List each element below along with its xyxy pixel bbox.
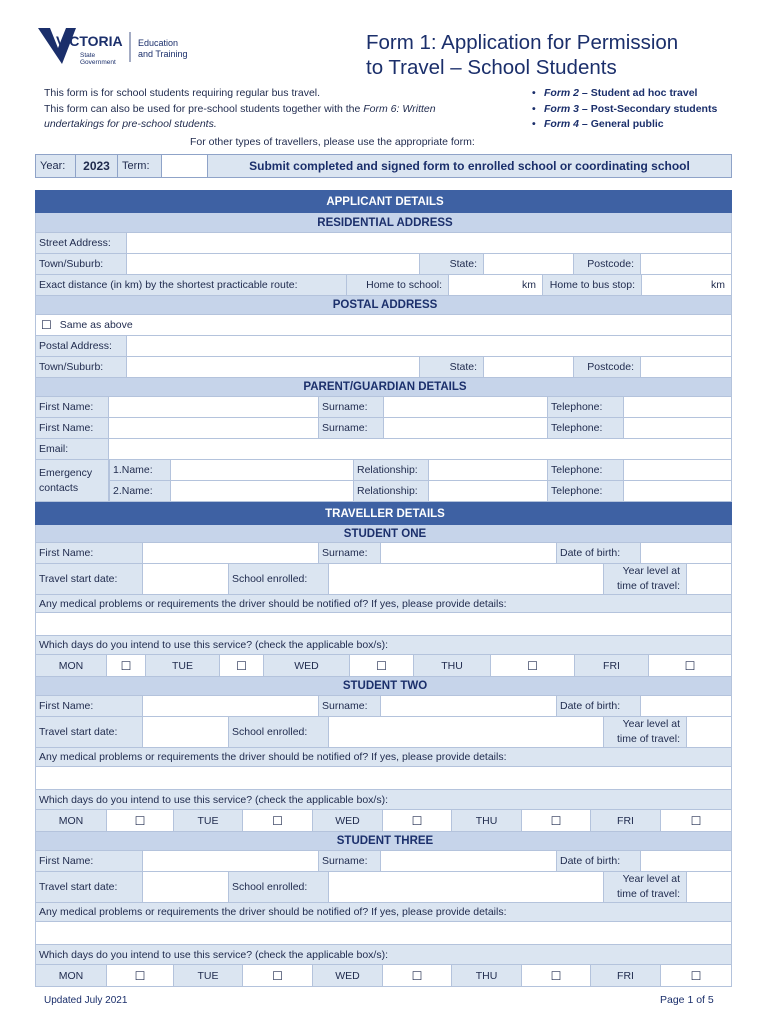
student1-year-level-input[interactable] — [687, 564, 732, 595]
svg-text:VICTORIA: VICTORIA — [56, 33, 123, 49]
parent2-telephone-label: Telephone: — [548, 418, 624, 439]
student1-wed-checkbox[interactable]: ☐ — [350, 655, 414, 677]
student3-medical-input[interactable] — [35, 922, 732, 945]
same-as-above-checkbox[interactable]: ☐ — [41, 318, 52, 332]
email-label: Email: — [35, 439, 109, 460]
home-to-school-input[interactable]: km — [449, 275, 543, 296]
intro-line-3: undertakings for pre-school students. — [44, 118, 217, 130]
student2-year-level-input[interactable] — [687, 717, 732, 748]
student1-school-label: School enrolled: — [229, 564, 329, 595]
intro-line-2: This form can also be used for pre-school students together with the Form 6: Written — [44, 102, 436, 115]
home-to-school-label: Home to school: — [347, 275, 449, 296]
postcode-label: Postcode: — [574, 254, 641, 275]
postal-postcode-input[interactable] — [641, 357, 732, 378]
form-2-item: • Form 2 – Student ad hoc travel — [530, 86, 740, 102]
applicant-details-header: APPLICANT DETAILS — [35, 190, 732, 213]
form-4-item: • Form 4 – General public — [530, 117, 740, 133]
updated-date: Updated July 2021 — [44, 995, 128, 1006]
student3-dob-input[interactable] — [641, 851, 732, 872]
street-address-input[interactable] — [127, 233, 732, 254]
postal-postcode-label: Postcode: — [574, 357, 641, 378]
year-term-bar — [35, 154, 732, 178]
student2-surname-input[interactable] — [381, 696, 557, 717]
parent1-telephone-input[interactable] — [624, 397, 732, 418]
student1-tue-checkbox[interactable]: ☐ — [220, 655, 264, 677]
postcode-input[interactable] — [641, 254, 732, 275]
emergency2-name-label: 2.Name: — [109, 481, 171, 502]
term-label: Term: — [118, 155, 162, 177]
student1-mon-checkbox[interactable]: ☐ — [107, 655, 146, 677]
student3-days-label: Which days do you intend to use this service? (check the applicable box/s): — [35, 945, 732, 965]
parent2-first-name-label: First Name: — [35, 418, 109, 439]
student3-year-level-input[interactable] — [687, 872, 732, 903]
student3-school-input[interactable] — [329, 872, 604, 903]
form-3-item: • Form 3 – Post-Secondary students — [530, 102, 740, 118]
student2-mon-checkbox[interactable]: ☐ — [107, 810, 174, 832]
student2-dob-label: Date of birth: — [557, 696, 641, 717]
emergency2-name-input[interactable] — [171, 481, 354, 502]
student3-surname-input[interactable] — [381, 851, 557, 872]
emergency1-relationship-input[interactable] — [429, 460, 548, 481]
student1-tue-label: TUE — [146, 655, 220, 677]
svg-text:and Training: and Training — [138, 49, 188, 59]
postal-address-label: Postal Address: — [35, 336, 127, 357]
parent-guardian-header: PARENT/GUARDIAN DETAILS — [35, 378, 732, 397]
emergency-contacts-label: Emergency contacts — [35, 460, 109, 502]
term-input[interactable] — [162, 155, 208, 177]
student1-days-label: Which days do you intend to use this service? (check the applicable box/s): — [35, 636, 732, 655]
submit-instruction: Submit completed and signed form to enrolled school or coordinating school — [249, 159, 690, 173]
student2-first-name-label: First Name: — [35, 696, 143, 717]
student1-dob-input[interactable] — [641, 543, 732, 564]
student3-wed-checkbox[interactable]: ☐ — [383, 965, 452, 987]
student3-thu-checkbox[interactable]: ☐ — [522, 965, 591, 987]
student2-thu-checkbox[interactable]: ☐ — [522, 810, 591, 832]
student2-days-label: Which days do you intend to use this service? (check the applicable box/s): — [35, 790, 732, 810]
parent2-surname-label: Surname: — [319, 418, 384, 439]
student-three-header: STUDENT THREE — [35, 832, 732, 851]
student1-year-level-label: Year level at time of travel: — [604, 564, 687, 595]
student-one-header: STUDENT ONE — [35, 525, 732, 543]
student3-surname-label: Surname: — [319, 851, 381, 872]
student2-thu-label: THU — [452, 810, 522, 832]
other-travellers-text: For other types of travellers, please use the appropriate form: — [190, 136, 475, 148]
student3-travel-start-label: Travel start date: — [35, 872, 143, 903]
home-to-bus-stop-label: Home to bus stop: — [543, 275, 642, 296]
student3-mon-label: MON — [35, 965, 107, 987]
svg-text:Education: Education — [138, 38, 179, 48]
parent1-first-name-label: First Name: — [35, 397, 109, 418]
student1-surname-label: Surname: — [319, 543, 381, 564]
student1-first-name-label: First Name: — [35, 543, 143, 564]
parent1-surname-label: Surname: — [319, 397, 384, 418]
home-to-bus-stop-input[interactable]: km — [642, 275, 732, 296]
parent1-surname-input[interactable] — [384, 397, 548, 418]
same-as-above-option[interactable]: ☐ Same as above — [35, 315, 732, 336]
student1-thu-label: THU — [414, 655, 491, 677]
student2-surname-label: Surname: — [319, 696, 381, 717]
student2-school-input[interactable] — [329, 717, 604, 748]
student2-medical-input[interactable] — [35, 767, 732, 790]
student3-wed-label: WED — [313, 965, 383, 987]
year-label: Year: — [36, 155, 76, 177]
student2-fri-checkbox[interactable]: ☐ — [661, 810, 732, 832]
emergency2-telephone-label: Telephone: — [548, 481, 624, 502]
student3-year-level-label: Year level at time of travel: — [604, 872, 687, 903]
intro-text — [44, 86, 524, 133]
form-title — [366, 30, 746, 80]
student1-mon-label: MON — [35, 655, 107, 677]
student3-dob-label: Date of birth: — [557, 851, 641, 872]
student1-travel-start-label: Travel start date: — [35, 564, 143, 595]
svg-text:Government: Government — [80, 59, 116, 66]
svg-text:State: State — [80, 52, 96, 59]
student2-dob-input[interactable] — [641, 696, 732, 717]
student3-travel-start-input[interactable] — [143, 872, 229, 903]
student1-travel-start-input[interactable] — [143, 564, 229, 595]
student1-medical-label: Any medical problems or requirements the driver should be notified of? If yes, please provide details: — [35, 595, 732, 613]
student2-travel-start-input[interactable] — [143, 717, 229, 748]
student3-thu-label: THU — [452, 965, 522, 987]
student3-first-name-label: First Name: — [35, 851, 143, 872]
parent1-first-name-input[interactable] — [109, 397, 319, 418]
student1-surname-input[interactable] — [381, 543, 557, 564]
state-label: State: — [420, 254, 484, 275]
student1-thu-checkbox[interactable]: ☐ — [491, 655, 575, 677]
student1-school-input[interactable] — [329, 564, 604, 595]
student2-tue-checkbox[interactable]: ☐ — [243, 810, 313, 832]
street-address-label: Street Address: — [35, 233, 127, 254]
student1-wed-label: WED — [264, 655, 350, 677]
student3-tue-label: TUE — [174, 965, 243, 987]
student1-medical-input[interactable] — [35, 613, 732, 636]
parent2-first-name-input[interactable] — [109, 418, 319, 439]
student2-first-name-input[interactable] — [143, 696, 319, 717]
state-input[interactable] — [484, 254, 574, 275]
emergency2-telephone-input[interactable] — [624, 481, 732, 502]
postal-town-input[interactable] — [127, 357, 420, 378]
student1-first-name-input[interactable] — [143, 543, 319, 564]
year-value[interactable]: 2023 — [76, 155, 118, 177]
postal-address-header: POSTAL ADDRESS — [35, 296, 732, 315]
student3-tue-checkbox[interactable]: ☐ — [243, 965, 313, 987]
emergency1-name-label: 1.Name: — [109, 460, 171, 481]
victoria-government-logo — [36, 26, 206, 70]
student3-first-name-input[interactable] — [143, 851, 319, 872]
student3-mon-checkbox[interactable]: ☐ — [107, 965, 174, 987]
student-two-header: STUDENT TWO — [35, 677, 732, 696]
postal-state-input[interactable] — [484, 357, 574, 378]
student2-school-label: School enrolled: — [229, 717, 329, 748]
emergency2-relationship-input[interactable] — [429, 481, 548, 502]
email-input[interactable] — [109, 439, 732, 460]
emergency1-name-input[interactable] — [171, 460, 354, 481]
distance-label: Exact distance (in km) by the shortest practicable route: — [35, 275, 347, 296]
student2-medical-label: Any medical problems or requirements the driver should be notified of? If yes, please provide details: — [35, 748, 732, 767]
student1-dob-label: Date of birth: — [557, 543, 641, 564]
town-suburb-label: Town/Suburb: — [35, 254, 127, 275]
emergency1-telephone-input[interactable] — [624, 460, 732, 481]
student2-travel-start-label: Travel start date: — [35, 717, 143, 748]
town-suburb-input[interactable] — [127, 254, 420, 275]
page-number: Page 1 of 5 — [660, 994, 714, 1006]
student2-fri-label: FRI — [591, 810, 661, 832]
residential-address-header: RESIDENTIAL ADDRESS — [35, 213, 732, 233]
emergency2-relationship-label: Relationship: — [354, 481, 429, 502]
student2-wed-checkbox[interactable]: ☐ — [383, 810, 452, 832]
emergency1-relationship-label: Relationship: — [354, 460, 429, 481]
intro-line-1: This form is for school students requiring regular bus travel. — [44, 87, 321, 99]
student3-school-label: School enrolled: — [229, 872, 329, 903]
student2-tue-label: TUE — [174, 810, 243, 832]
title-line-1: Form 1: Application for Permission — [366, 31, 679, 54]
student2-year-level-label: Year level at time of travel: — [604, 717, 687, 748]
other-forms-list — [530, 86, 740, 133]
student3-fri-label: FRI — [591, 965, 661, 987]
student2-mon-label: MON — [35, 810, 107, 832]
emergency1-telephone-label: Telephone: — [548, 460, 624, 481]
postal-address-input[interactable] — [127, 336, 732, 357]
parent2-telephone-input[interactable] — [624, 418, 732, 439]
postal-state-label: State: — [420, 357, 484, 378]
student1-fri-checkbox[interactable]: ☐ — [649, 655, 732, 677]
title-line-2: to Travel – School Students — [366, 56, 617, 79]
parent1-telephone-label: Telephone: — [548, 397, 624, 418]
student2-wed-label: WED — [313, 810, 383, 832]
student3-medical-label: Any medical problems or requirements the driver should be notified of? If yes, please provide details: — [35, 903, 732, 922]
postal-town-label: Town/Suburb: — [35, 357, 127, 378]
parent2-surname-input[interactable] — [384, 418, 548, 439]
student1-fri-label: FRI — [575, 655, 649, 677]
student3-fri-checkbox[interactable]: ☐ — [661, 965, 732, 987]
traveller-details-header: TRAVELLER DETAILS — [35, 502, 732, 525]
